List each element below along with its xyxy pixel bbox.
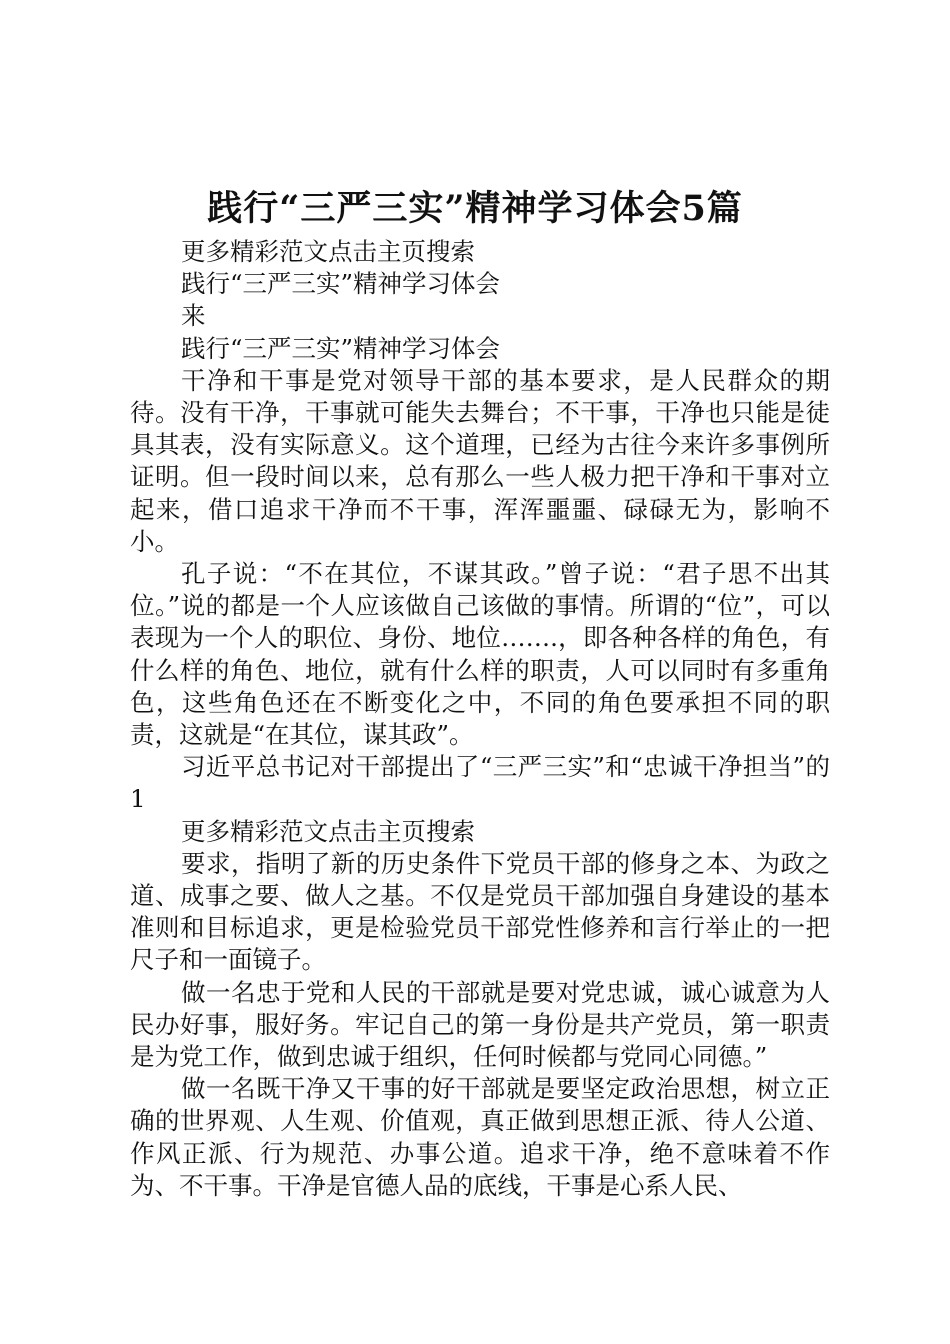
body-paragraph: 习近平总书记对干部提出了“三严三实”和“忠诚干净担当”的1 bbox=[130, 752, 830, 814]
document-title: 践行“三严三实”精神学习体会5篇 bbox=[207, 188, 743, 229]
document-body bbox=[130, 236, 830, 1202]
body-paragraph: 孔子说：“不在其位，不谋其政。”曾子说：“君子思不出其位。”说的都是一个人应该做自己该做的事情。所谓的“位”，可以表现为一个人的职位、身份、地位…….，即各种各样的角色，有什么样的角色、地位，就有什么样的职责，人可以同时有多重角色，这些角色还在不断变化之中，不同的角色要承担不同的职责，这就是“在其位，谋其政”。 bbox=[130, 559, 830, 750]
body-paragraph: 要求，指明了新的历史条件下党员干部的修身之本、为政之道、成事之要、做人之基。不仅是党员干部加强自身建设的基本准则和目标追求，更是检验党员干部党性修养和言行举止的一把尺子和一面镜子。 bbox=[130, 848, 830, 975]
promo-line: 更多精彩范文点击主页搜索 bbox=[181, 237, 475, 266]
subtitle-line: 践行“三严三实”精神学习体会 bbox=[181, 269, 501, 299]
subtitle-line: 践行“三严三实”精神学习体会 bbox=[181, 333, 501, 363]
body-paragraph: 做一名忠于党和人民的干部就是要对党忠诚，诚心诚意为人民办好事，服好务。牢记自己的第一身份是共产党员，第一职责是为党工作，做到忠诚于组织，任何时候都与党同心同德。” bbox=[130, 977, 830, 1072]
promo-line: 更多精彩范文点击主页搜索 bbox=[181, 816, 475, 846]
body-paragraph: 干净和干事是党对领导干部的基本要求，是人民群众的期待。没有干净，干事就可能失去舞台；不干事，干净也只能是徒具其表，没有实际意义。这个道理，已经为古往今来许多事例所证明。但一段时间以来，总有那么一些人极力把干净和干事对立起来，借口追求干净而不干事，浑浑噩噩、碌碌无为，影响不小。 bbox=[130, 365, 830, 556]
body-paragraph: 做一名既干净又干事的好干部就是要坚定政治思想，树立正确的世界观、人生观、价值观，真正做到思想正派、待人公道、作风正派、行为规范、办事公道。追求干净，绝不意味着不作为、不干事。干净是官德人品的底线，干事是心系人民、 bbox=[130, 1074, 830, 1200]
source-line: 来 bbox=[181, 301, 206, 331]
